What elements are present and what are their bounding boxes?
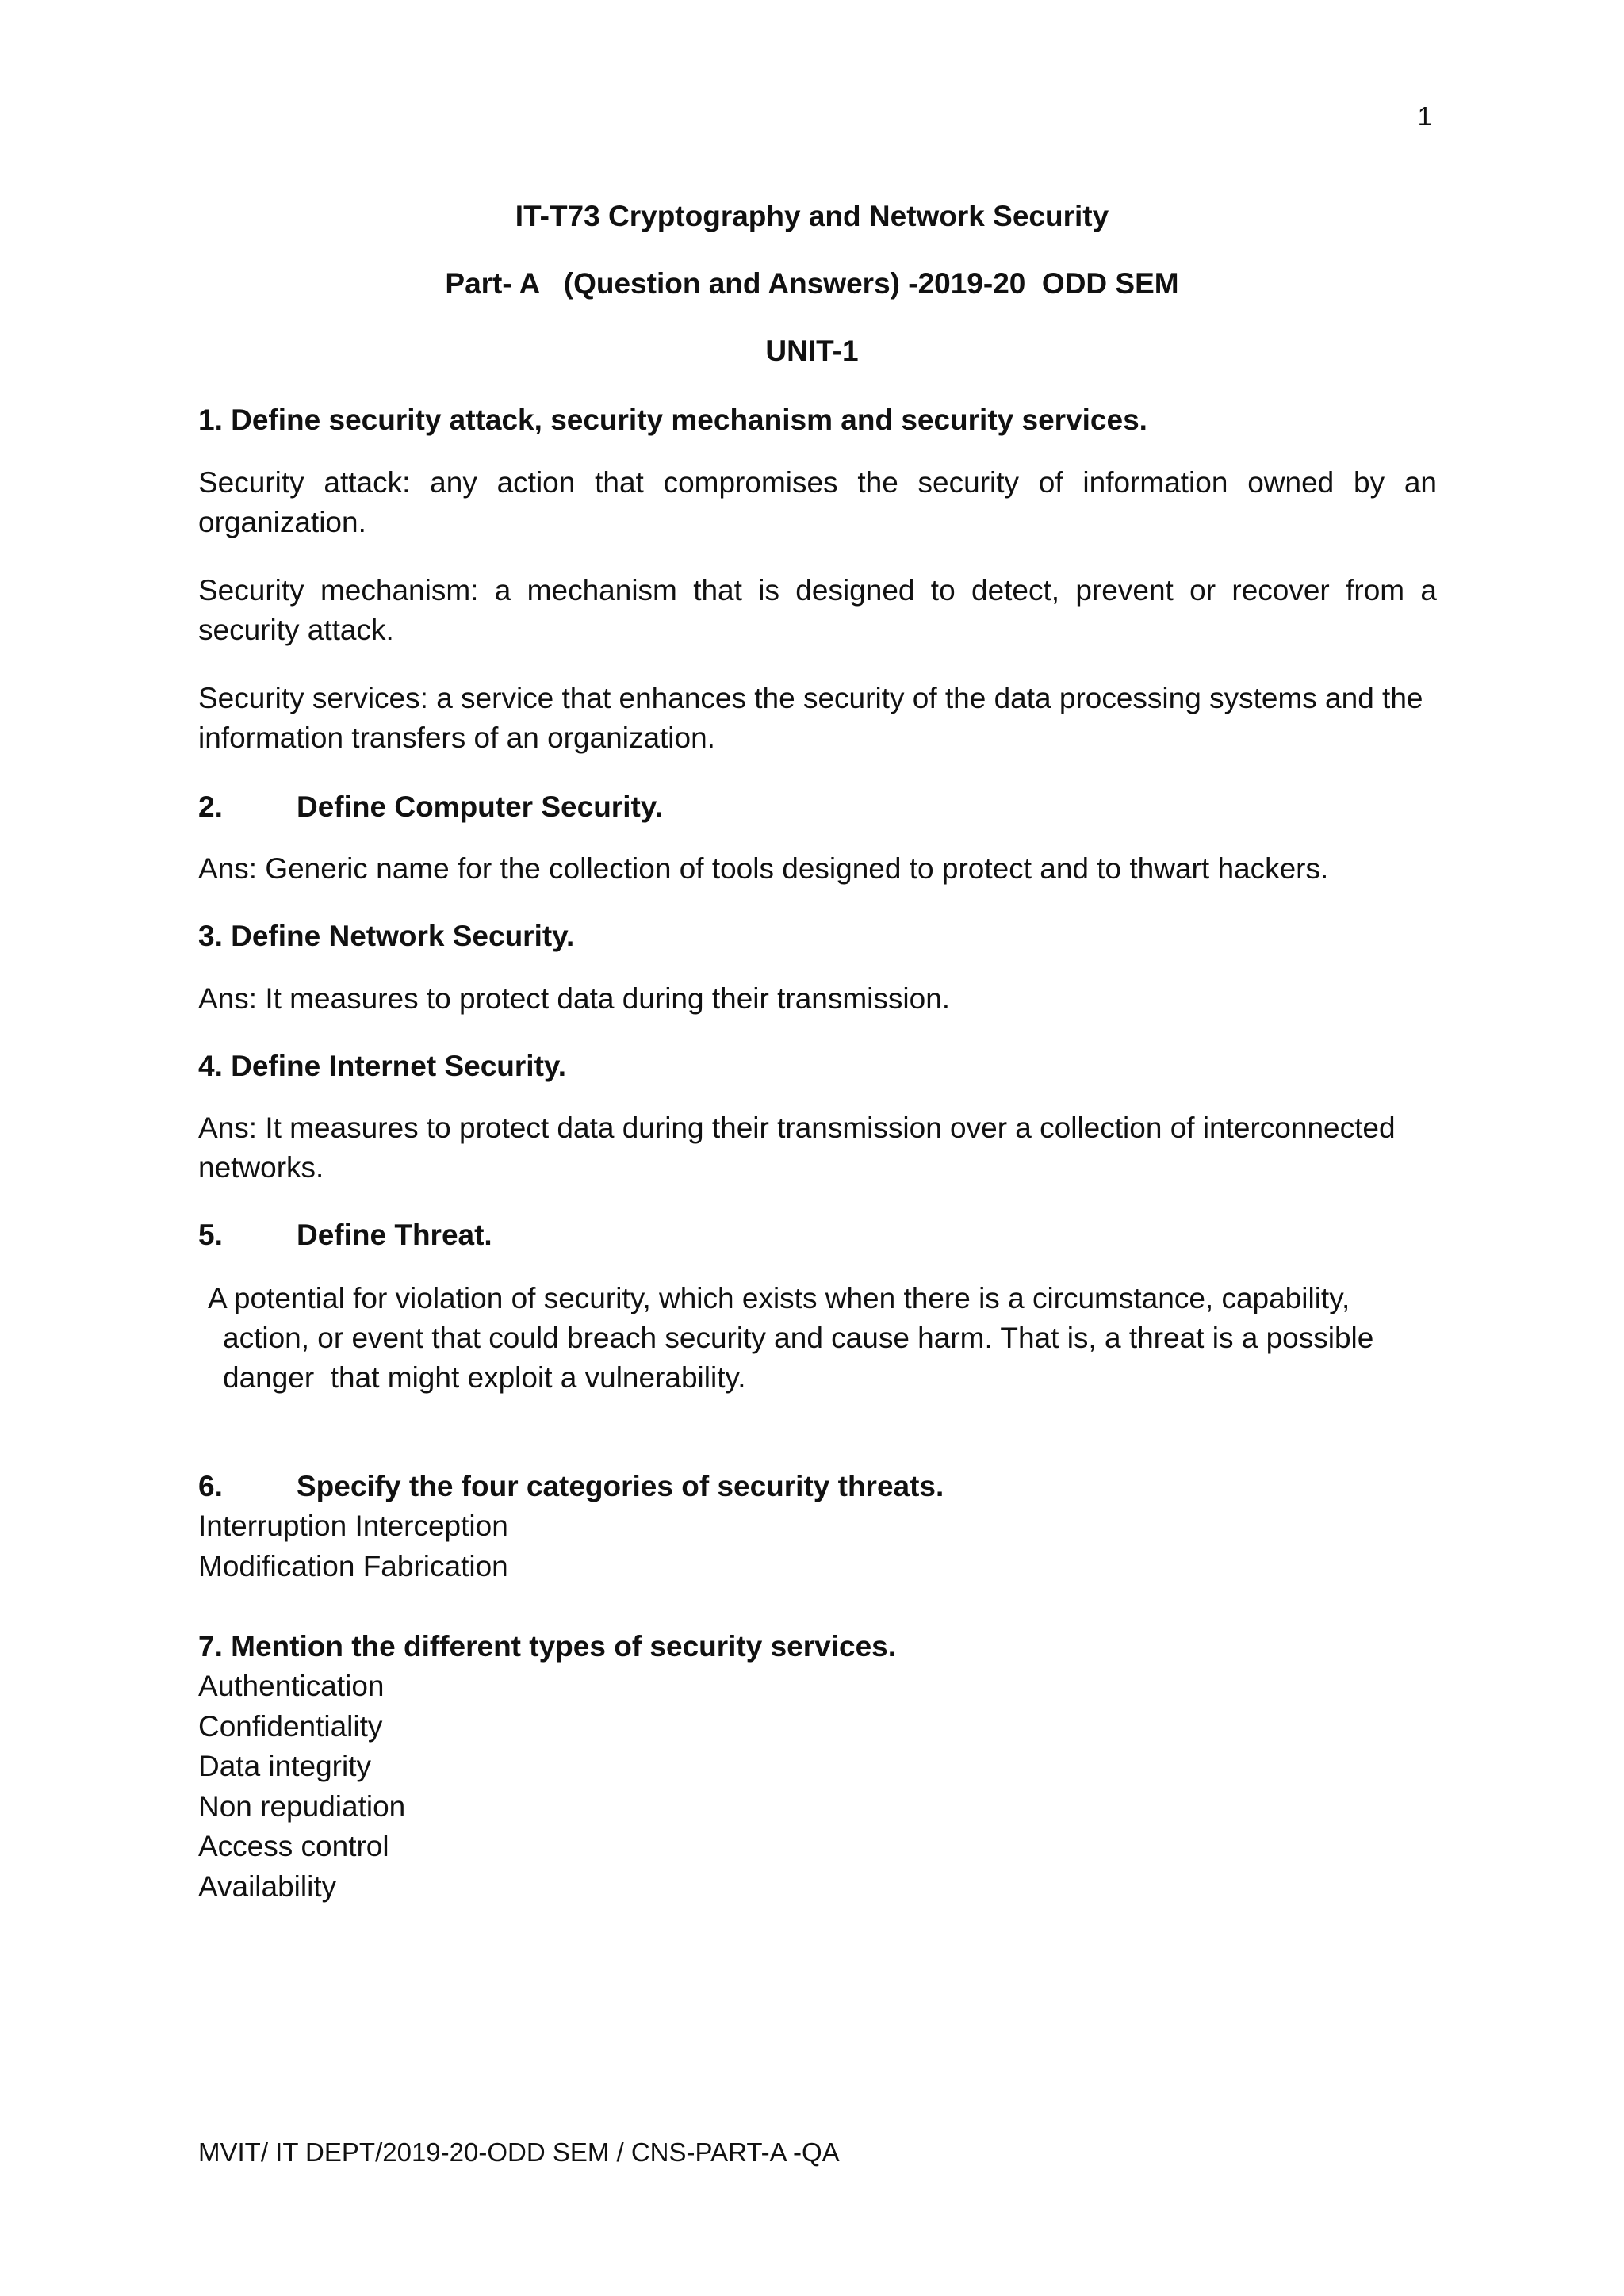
question-2 bbox=[198, 787, 663, 827]
answer-2: Ans: Generic name for the collection of tools designed to protect and to thwart hackers. bbox=[198, 852, 1329, 885]
answer-5-line-1: A potential for violation of security, which exists when there is a circumstance, capability, bbox=[208, 1282, 1350, 1314]
list-item: Authentication bbox=[198, 1670, 385, 1702]
list-item: Availability bbox=[198, 1869, 337, 1903]
answer-5-line-2: action, or event that could breach security and cause harm. That is, a threat is a possible bbox=[223, 1322, 1374, 1354]
answer-7-list bbox=[198, 1667, 405, 1907]
list-item: Access control bbox=[198, 1830, 389, 1862]
list-item: Modification Fabrication bbox=[198, 1549, 508, 1582]
answer-3: Ans: It measures to protect data during their transmission. bbox=[198, 982, 951, 1015]
list-item: Data integrity bbox=[198, 1750, 371, 1782]
answer-1-security-mechanism: Security mechanism: a mechanism that is designed to detect, prevent or recover from a security attack. bbox=[198, 574, 1437, 646]
question-5-text: Define Threat. bbox=[297, 1219, 492, 1251]
list-item: Non repudiation bbox=[198, 1789, 406, 1823]
question-4: 4. Define Internet Security. bbox=[198, 1050, 566, 1082]
question-6-text: Specify the four categories of security threats. bbox=[297, 1470, 944, 1502]
question-6-number: 6. bbox=[198, 1470, 223, 1502]
question-3: 3. Define Network Security. bbox=[198, 920, 575, 952]
answer-1-security-services: Security services: a service that enhances the security of the data processing systems and the information transfers of an organization. bbox=[198, 682, 1423, 754]
part-title: Part- A (Question and Answers) -2019-20 ODD SEM bbox=[445, 267, 1179, 300]
question-7: 7. Mention the different types of security services. bbox=[198, 1630, 897, 1663]
page-footer: MVIT/ IT DEPT/2019-20-ODD SEM / CNS-PART-A -QA bbox=[198, 2137, 840, 2167]
question-1: 1. Define security attack, security mechanism and security services. bbox=[198, 404, 1147, 436]
list-item: Confidentiality bbox=[198, 1709, 383, 1743]
course-title: IT-T73 Cryptography and Network Security bbox=[515, 200, 1109, 232]
answer-6-list bbox=[198, 1506, 508, 1586]
answer-5 bbox=[208, 1279, 1437, 1398]
question-2-number: 2. bbox=[198, 790, 223, 823]
answer-1-security-attack: Security attack: any action that compromises the security of information owned by an organization. bbox=[198, 466, 1437, 538]
answer-5-line-3: danger that might exploit a vulnerability. bbox=[223, 1361, 746, 1394]
question-5-number: 5. bbox=[198, 1219, 223, 1251]
question-2-text: Define Computer Security. bbox=[297, 790, 663, 823]
question-5 bbox=[198, 1215, 492, 1255]
question-6 bbox=[198, 1467, 944, 1506]
page-number: 1 bbox=[1417, 101, 1432, 131]
list-item: Interruption Interception bbox=[198, 1510, 508, 1542]
answer-4: Ans: It measures to protect data during their transmission over a collection of interconnected networks. bbox=[198, 1112, 1396, 1184]
unit-title: UNIT-1 bbox=[765, 335, 859, 367]
